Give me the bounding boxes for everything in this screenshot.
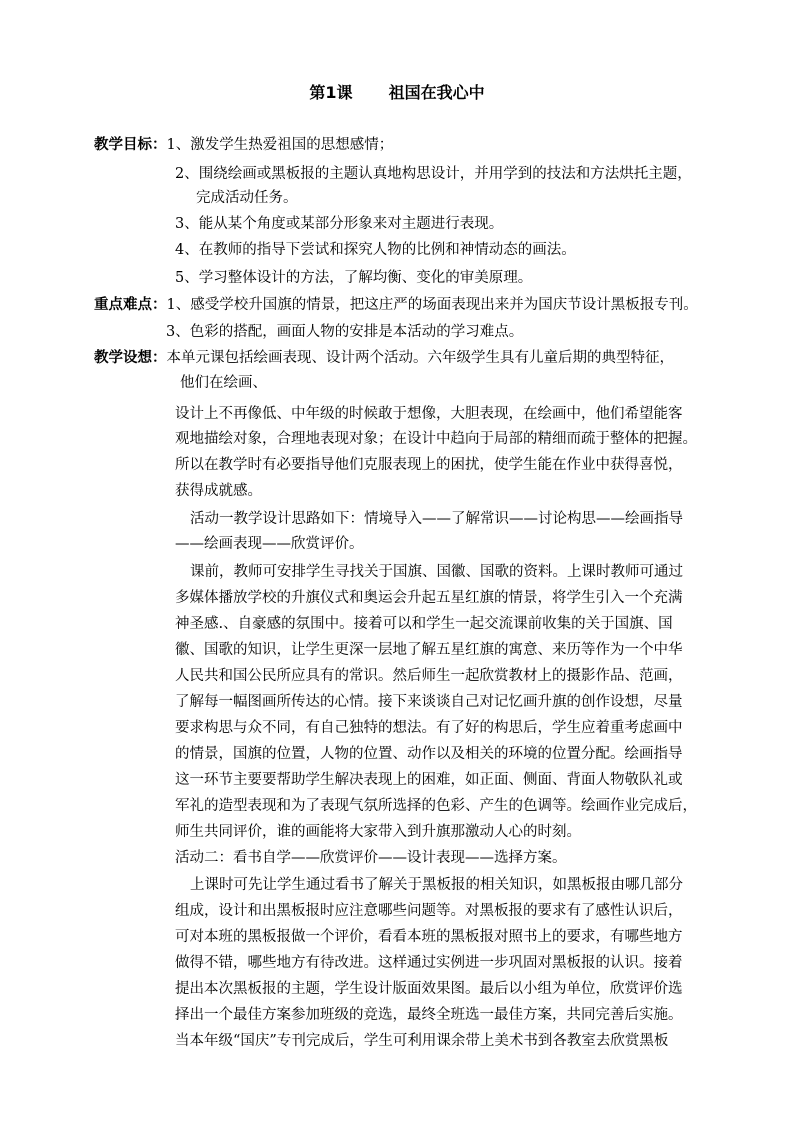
design-text: 了解每一幅图画所传达的心情。接下来谈谈自己对记忆画升旗的创作设想，尽量 bbox=[175, 694, 683, 710]
keypoint-item: 3、色彩的搭配，画面人物的安排是本活动的学习难点。 bbox=[166, 324, 524, 340]
design-text: ——绘画表现——欣赏评价。 bbox=[175, 536, 364, 552]
design-text: 组成，设计和出黑板报时应注意哪些问题等。对黑板报的要求有了感性认识后， bbox=[175, 903, 683, 919]
design-text: 人民共和国公民所应具有的常识。然后师生一起欣赏教材上的摄影作品、范画， bbox=[175, 668, 683, 684]
design-label: 教学设想： bbox=[94, 350, 167, 366]
objectives-line-1 bbox=[94, 135, 393, 155]
design-text: 活动二：看书自学——欣赏评价——设计表现——选择方案。 bbox=[175, 850, 567, 866]
objective-item: 1、激发学生热爱祖国的思想感情； bbox=[166, 137, 394, 153]
design-text: 多媒体播放学校的升旗仪式和奥运会升起五星红旗的情景，将学生引入一个充满 bbox=[175, 590, 683, 606]
objective-item: 3、能从某个角度或某部分形象来对主题进行表现。 bbox=[175, 216, 504, 232]
keypoint-item: 1、感受学校升国旗的情景，把这庄严的场面表现出来并为国庆节设计黑板报专刊。 bbox=[166, 297, 698, 313]
design-text: 获得成就感。 bbox=[175, 483, 262, 499]
design-text: 观地描绘对象，合理地表现对象；在设计中趋向于局部的精细而疏于整体的把握。 bbox=[175, 431, 697, 447]
objectives-label: 教学目标： bbox=[94, 137, 167, 153]
design-text: 要求构思与众不同，有自己独特的想法。有了好的构思后，学生应着重考虑画中 bbox=[175, 720, 683, 736]
design-text: 设计上不再像低、中年级的时候敢于想像，大胆表现，在绘画中，他们希望能客 bbox=[175, 406, 683, 422]
objective-item: 完成活动任务。 bbox=[196, 190, 298, 206]
design-text: 做得不错，哪些地方有待改进。这样通过实例进一步巩固对黑板报的认识。接着 bbox=[175, 955, 683, 971]
design-text: 神圣感.、自豪感的氛围中。接着可以和学生一起交流课前收集的关于国旗、国 bbox=[175, 616, 673, 632]
lesson-number: 第1课 bbox=[309, 83, 353, 102]
design-line-1 bbox=[94, 348, 674, 368]
keypoints-label: 重点难点： bbox=[94, 297, 167, 313]
design-text: 可对本班的黑板报做一个评价，看看本班的黑板报对照书上的要求，有哪些地方 bbox=[175, 929, 683, 945]
design-text: 徽、国歌的知识，让学生更深一层地了解五星红旗的寓意、来历等作为一个中华 bbox=[175, 642, 683, 658]
design-text: 的情景，国旗的位置，人物的位置、动作以及相关的环境的位置分配。绘画指导 bbox=[175, 746, 683, 762]
design-text: 军礼的造型表现和为了表现气氛所选择的色彩、产生的色调等。绘画作业完成后， bbox=[175, 798, 697, 814]
design-text: 本单元课包括绘画表现、设计两个活动。六年级学生具有儿童后期的典型特征， bbox=[166, 350, 674, 366]
design-text: 他们在绘画、 bbox=[180, 375, 267, 391]
lesson-name: 祖国在我心中 bbox=[388, 83, 485, 102]
design-text: 这一环节主要要帮助学生解决表现上的困难，如正面、侧面、背面人物敬队礼或 bbox=[175, 772, 683, 788]
objective-item: 2、围绕绘画或黑板报的主题认真地构思设计，并用学到的技法和方法烘托主题， bbox=[175, 166, 692, 182]
design-text: 提出本次黑板报的主题，学生设计版面效果图。最后以小组为单位，欣赏评价选 bbox=[175, 981, 683, 997]
objective-item: 5、学习整体设计的方法，了解均衡、变化的审美原理。 bbox=[175, 270, 533, 286]
objective-item: 4、在教师的指导下尝试和探究人物的比例和神情动态的画法。 bbox=[175, 242, 576, 258]
design-text: 择出一个最佳方案参加班级的竞选，最终全班选一最佳方案，共同完善后实施。 bbox=[175, 1007, 683, 1023]
design-text: 所以在教学时有必要指导他们克服表现上的困扰，使学生能在作业中获得喜悦， bbox=[175, 457, 683, 473]
design-text: 课前，教师可安排学生寻找关于国旗、国徽、国歌的资料。上课时教师可通过 bbox=[190, 564, 683, 580]
design-text: 当本年级“国庆”专刊完成后，学生可利用课余带上美术书到各教室去欣赏黑板 bbox=[175, 1033, 669, 1049]
design-text: 师生共同评价，谁的画能将大家带入到升旗那激动人心的时刻。 bbox=[175, 824, 581, 840]
design-text: 上课时可先让学生通过看书了解关于黑板报的相关知识，如黑板报由哪几部分 bbox=[190, 877, 683, 893]
keypoints-line-1 bbox=[94, 295, 698, 315]
page-title bbox=[0, 80, 794, 103]
design-text: 活动一教学设计思路如下：情境导入——了解常识——讨论构思——绘画指导 bbox=[190, 511, 683, 527]
